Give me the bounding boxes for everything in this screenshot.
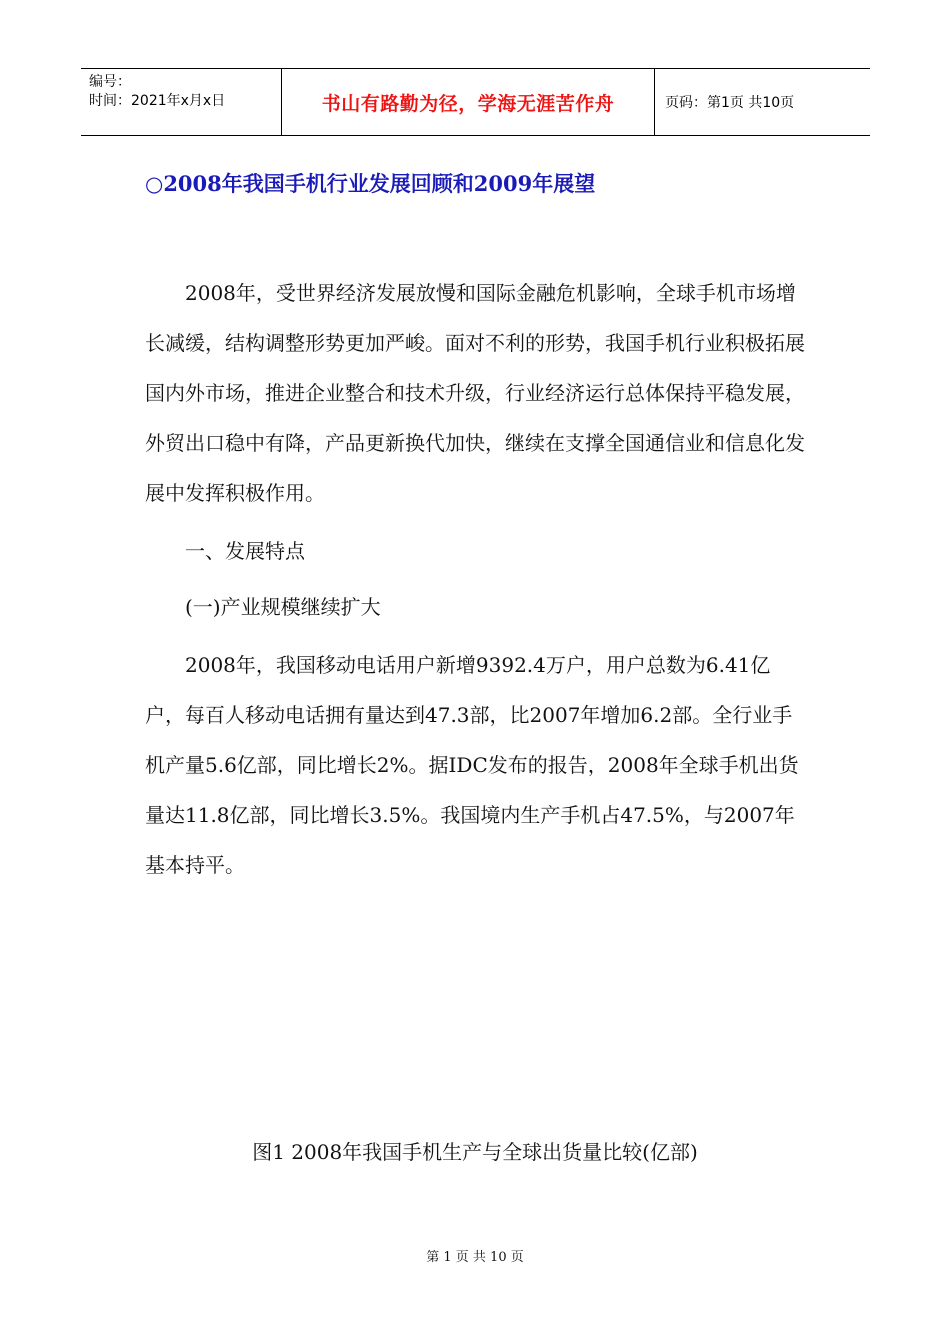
section-heading: 一、发展特点: [185, 539, 305, 563]
document-number-label: 编号：: [89, 74, 131, 90]
header-page-info: 页码：第1页 共10页: [665, 95, 795, 111]
header-motto: 书山有路勤为径，学海无涯苦作舟: [282, 69, 655, 135]
page-footer: 第 1 页 共 10 页: [426, 1250, 524, 1265]
subsection-heading: (一)产业规模继续扩大: [185, 595, 381, 619]
figure-caption: 图1 2008年我国手机生产与全球出货量比较(亿部): [252, 1140, 698, 1164]
document-header: [81, 68, 870, 136]
intro-paragraph: 2008年，受世界经济发展放慢和国际金融危机影响，全球手机市场增长减缓，结构调整形势更加严峻。面对不利的形势，我国手机行业积极拓展国内外市场，推进企业整合和技术升级，行业经济运行总体保持平稳发展，外贸出口稳中有降，产品更新换代加快，继续在支撑全国通信业和信息化发展中发挥积极作用。: [145, 281, 805, 505]
header-meta-cell: [81, 69, 282, 135]
document-title: ○2008年我国手机行业发展回顾和2009年展望: [145, 171, 596, 196]
document-date: 时间：2021年x月x日: [89, 93, 226, 109]
data-paragraph: 2008年，我国移动电话用户新增9392.4万户，用户总数为6.41亿户，每百人移动电话拥有量达到47.3部，比2007年增加6.2部。全行业手机产量5.6亿部，同比增长2%。据IDC发布的报告，2008年全球手机出货量达11.8亿部，同比增长3.5%。我国境内生产手机占47.5%，与2007年基本持平。: [145, 653, 799, 877]
